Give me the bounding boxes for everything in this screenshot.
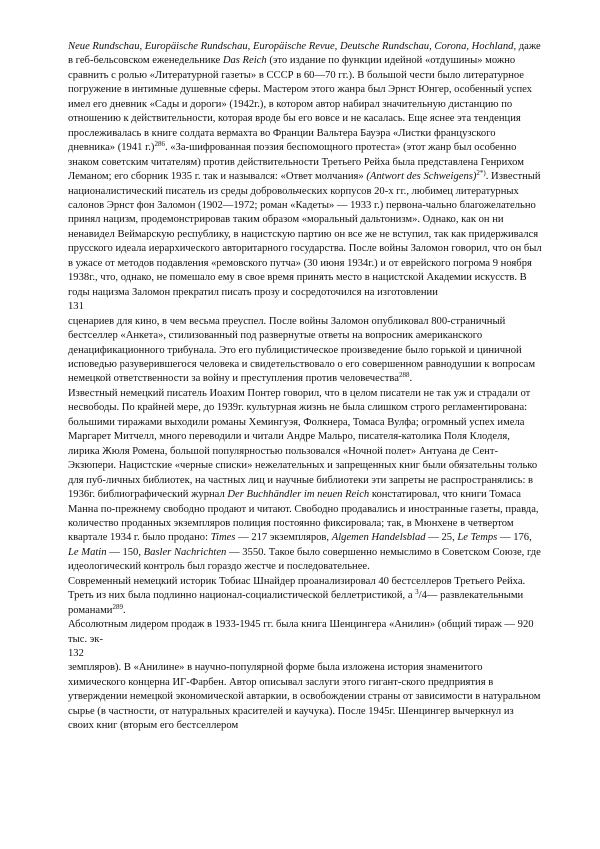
paragraph: Абсолютным лидером продаж в 1933-1945 гг. была книга Шенцингера «Анилин» (общий тираж — 920 тыс. эк- [68,619,534,645]
paragraph: Современный немецкий историк Тобиас Шнайдер проанализировал 40 бестселлеров Третьего Рейха. Треть из них была подлинно национал-социалистической беллетристикой, а $^3$/4— развлекательными романами$^{289}$. [68,575,526,616]
footnote-ref: 286 [154,140,165,149]
page-number: 132 [68,648,84,660]
fraction-numerator: 3 [415,588,419,597]
magazine-list: Neue Rundschau, Europäische Rundschau, Europäische Revue, Deutsche Rundschau, Corona, Hochland, [68,41,517,52]
paragraph: Известный немецкий писатель Иоахим Понтер говорил, что в целом писатели не так уж и страдали от несвободы. По крайней мере, до 1939г. культурная жизнь не была слишком строго регламентирована: большими тиражами выходили романы Хемингуэя, Фолкнера, Томаса Вулфа; огромный успех имела Маргарет Митчелл, много переводили и читали Андре Мальро, писателя-католика Поля Клоделя, лирика Жюля Ромена, большой популярностью пользовался «Ночной полет» Антуана де Сент-Экзюпери. Нацистские «черные списки» нежелательных и запрещенных книг были обязательны только для пуб-личных библиотек, на частных лиц и научные библиотеки эти запреты не распространялись: в 1936г. библиографический журнал Der Buchhändler im neuen Reich констатировал, что книги Томаса Манна по-прежнему свободно продают и читают. Свободно продавались и иностранные газеты, правда, количество проданных экземпляров полиция постоянно фиксировала; так, в Мюнхене в четвертом квартале 1934 г. было продано: Times — 217 экземпляров, Algemen Handelsblad — 25, Le Temps — 176, Le Matin — 150, Basler Nachrichten — 3550. Такое было совершенно немыслимо в Советском Союзе, где идеологический контроль был гораздо жестче и последовательнее. [68,387,541,573]
document-page [68,40,542,734]
footnote-ref: 289 [112,602,123,611]
paragraph: сценариев для кино, в чем весьма преуспел. После войны Заломон опубликовал 800-страничный бестселлер «Анкета», стилизованный под развернутые ответы на вопросник американского денацификационного трибунала. Это его публицистическое произведение было горькой и циничной исповедью разуверившегося человека и свидетельствовало о его совершенном равнодушии к вопросам немецкой ответственности за войну и преступления против человечества$^{288}$. [68,315,536,385]
newspaper-title: Algemen Handelsblad [331,532,426,544]
paragraph: Neue Rundschau, Europäische Rundschau, Europäische Revue, Deutsche Rundschau, Corona, Hochland, даже в геб-бельсовском еженедельнике Das Reich (это издание по функции идейной «отдушины» можно сравнить с ролью «Литературной газеты» в СССР в 60—70 гг.). В большой чести было литературное погружение в интимные душевные сферы. Мастером этого жанра был Эрнст Юнгер, особенный успех имел его дневник «Сады и дороги» (1942г.), в котором автор набирал значительную дистанцию по отношению к действительности, которая вроде бы его вовсе и не касалась. Еще яснее эта тенденция прослеживалась в книге солдата вермахта во Франции Вальтера Бауэра «Листки французского дневника» (1941 г.)$^{286}$. «За-шифрованная поэзия беспомощного протеста» (этот жанр был особенно знаком советским читателям) против действительности Третьего Рейха была представлена Генрихом Леманом; его сборник 1935 г. так и назывался: «Ответ молчания» (Antwort des Schweigens)$^{2*)}$. Известный националистический писатель из среды добровольческих корпусов 20-х гг., любимец литературных салонов Эрнст фон Заломон (1902—1972; роман «Кадеты» — 1933 г.) первона-чально благожелательно принял нацизм, продемонстрировав таким образом «моральный дальтонизм». Однако, как он ни ненавидел Веймарскую республику, в нацистскую партию он все же не вступил, так как придерживался прусского идеала иерархического авторитарного государства. После войны Заломон говорил, что он был в ужасе от методов подавления «ремовского путча» (30 июня 1934г.) и от еврейского погрома 9 ноября 1938г., что, однако, не помешало ему в свое время принять место в нацистской Академии искусств. В годы нацизма Заломон прекратил писать прозу и сосредоточился на изготовлении [68,41,542,298]
footnote-ref: 288 [398,371,410,380]
newspaper-title: Times [210,532,236,544]
newspaper-title: Basler Nachrichten [143,546,227,558]
original-title: (Antwort des Schweigens) [366,171,477,183]
magazine-title: Das Reich [222,55,267,67]
page-number: 131 [68,301,84,313]
journal-title: Der Buchhändler im neuen Reich [227,489,370,501]
newspaper-title: Le Matin [68,546,107,558]
paragraph: земпляров). В «Анилине» в научно-популярной форме была изложена история знаменитого химического концерна ИГ-Фарбен. Автор описывал заслуги этого гигант-ского предприятия в утверждении немецкой экономической автаркии, в освобождении страны от зависимости в натуральном сырье (в частности, от натуральных красителей и каучука). После 1945г. Шенцингер вычеркнул из своих книг (вторым его бестселлером [68,662,541,732]
footnote-ref: 2*) [476,169,486,178]
newspaper-title: Le Temps [457,532,498,544]
fraction-denominator: /4 [418,590,427,602]
